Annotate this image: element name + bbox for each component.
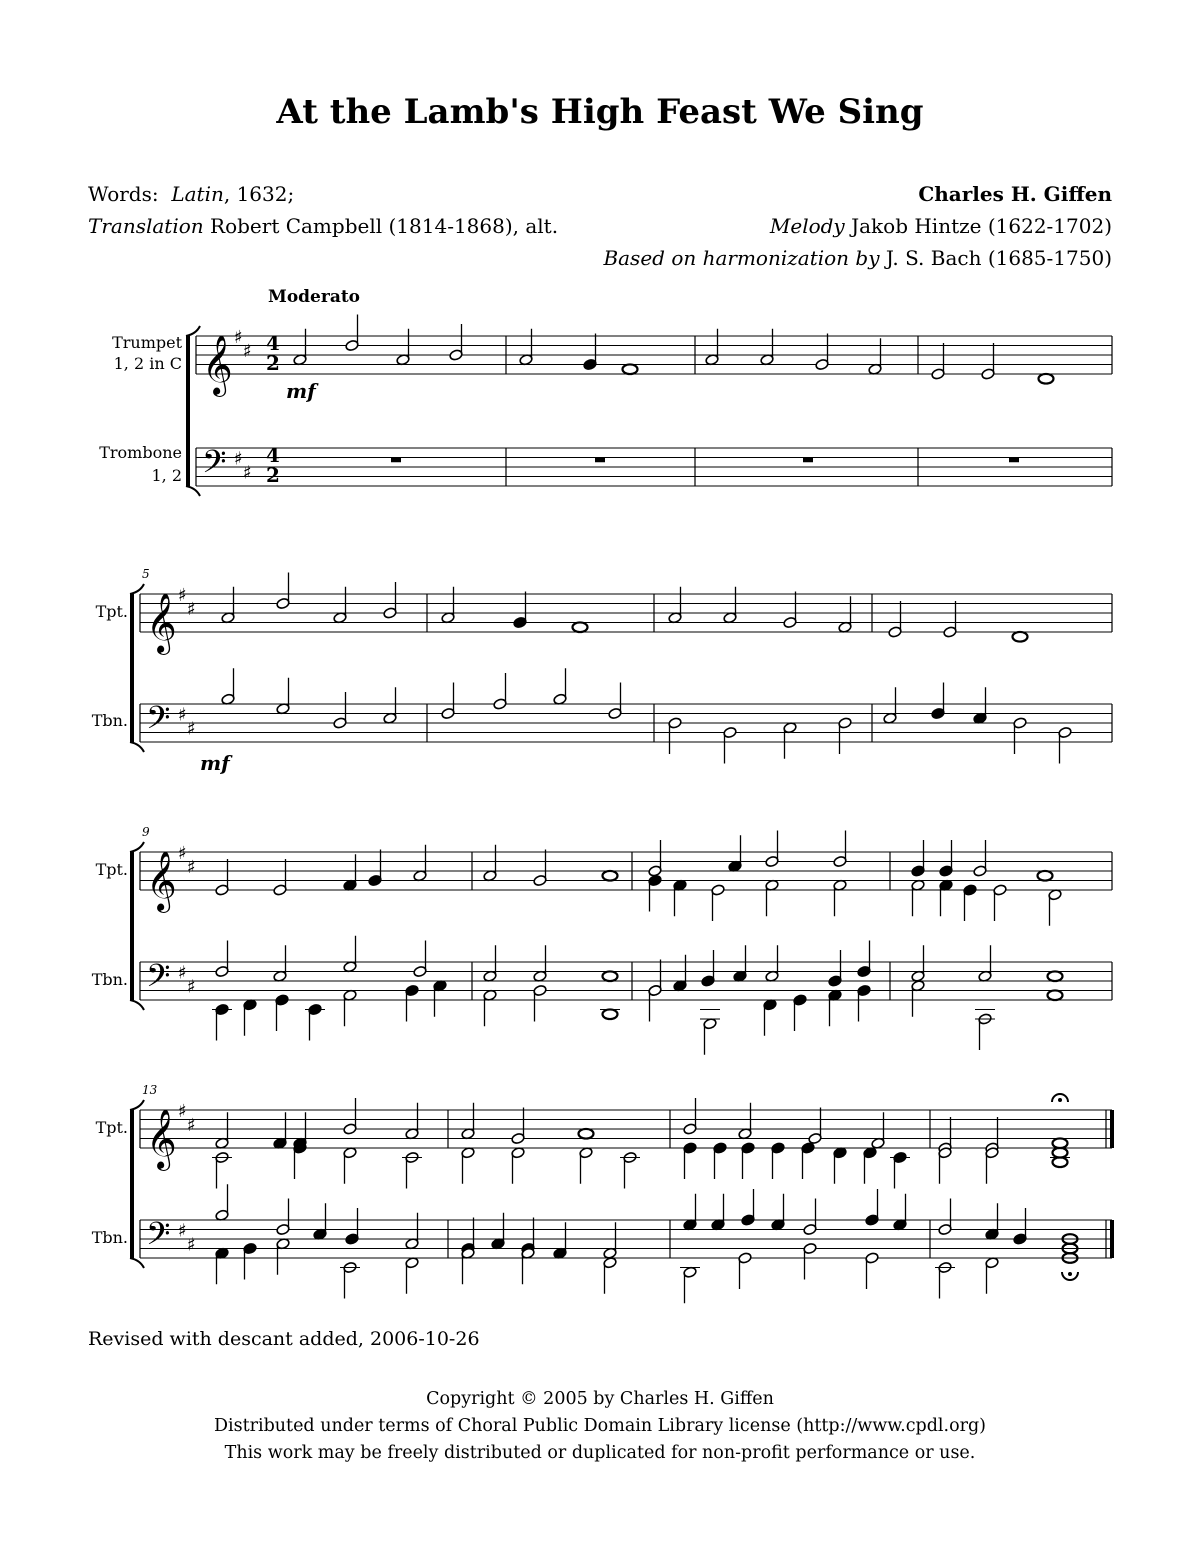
trombone-label-sub: 1, 2: [151, 466, 182, 485]
key-sharp: ♯: [243, 341, 252, 363]
arranger-name: Charles H. Giffen: [918, 182, 1112, 206]
key-sharp: ♯: [178, 1100, 187, 1122]
copyright-line: Copyright © 2005 by Charles H. Giffen: [426, 1389, 774, 1409]
revision-note: Revised with descant added, 2006-10-26: [88, 1328, 480, 1350]
note-whole: [623, 364, 638, 374]
system-bracket: [130, 742, 144, 752]
translation-label: Translation: [88, 214, 204, 238]
whole-rest: [803, 458, 813, 463]
key-sharp: ♯: [187, 718, 196, 740]
key-sharp: ♯: [178, 962, 187, 984]
bass-clef: 𝄢: [146, 957, 171, 1002]
trumpet-label-sub: 1, 2 in C: [113, 354, 182, 373]
note-whole: [1038, 871, 1053, 881]
words-source: Latin: [171, 182, 224, 206]
whole-rest: [391, 458, 401, 463]
measure-number: 5: [142, 567, 150, 581]
key-sharp: ♯: [178, 1220, 187, 1242]
note-whole: [1053, 1138, 1068, 1148]
words-label: Words:: [88, 182, 159, 206]
translation-value: Robert Campbell (1814-1868), alt.: [203, 214, 559, 238]
note-whole: [1053, 1157, 1068, 1167]
system-bracket: [186, 326, 200, 336]
treble-clef: 𝄞: [202, 335, 233, 395]
usage-line: This work may be freely distributed or duplicated for non-profit performance or use.: [224, 1443, 976, 1463]
trumpet-short-label: Tpt.: [95, 860, 128, 879]
key-sharp: ♯: [187, 1115, 196, 1137]
trombone-short-label: Tbn.: [91, 1228, 128, 1247]
system-bracket: [130, 1000, 144, 1010]
key-sharp: ♯: [234, 448, 243, 470]
melody-value: Jakob Hintze (1622-1702): [844, 214, 1112, 238]
note-whole: [603, 1009, 618, 1019]
melody-label: Melody: [769, 214, 845, 238]
page-title: At the Lamb's High Feast We Sing: [276, 92, 924, 132]
time-sig-bottom: 2: [266, 463, 280, 487]
note-whole: [573, 622, 588, 632]
license-line: Distributed under terms of Choral Public Domain Library license (http://www.cpdl.org): [213, 1416, 987, 1436]
trombone-short-label: Tbn.: [91, 970, 128, 989]
note-whole: [579, 1129, 594, 1139]
fermata: [1058, 1098, 1062, 1102]
key-sharp: ♯: [178, 584, 187, 606]
bass-clef: 𝄢: [146, 1215, 171, 1260]
treble-clef: 𝄞: [146, 593, 177, 653]
fermata: [1068, 1272, 1072, 1276]
time-sig-bottom: 2: [266, 351, 280, 375]
trombone-label: Trombone: [99, 443, 182, 462]
note-whole: [1013, 632, 1028, 642]
trombone-short-label: Tbn.: [91, 711, 128, 730]
note-whole: [1048, 971, 1063, 981]
measure-number: 13: [142, 1083, 158, 1097]
key-sharp: ♯: [187, 976, 196, 998]
whole-rest: [1009, 458, 1019, 463]
measure-number: 9: [142, 825, 150, 839]
note-whole: [603, 871, 618, 881]
key-sharp: ♯: [187, 1234, 196, 1256]
system-bracket: [130, 1100, 144, 1110]
time-sig-top: 4: [266, 443, 280, 467]
treble-clef: 𝄞: [146, 1109, 177, 1169]
harmonization-value: J. S. Bach (1685-1750): [879, 246, 1112, 270]
dynamic-mf: mf: [200, 751, 230, 775]
trumpet-short-label: Tpt.: [95, 1118, 128, 1137]
dynamic-mf: mf: [286, 379, 316, 403]
bass-clef: 𝄢: [146, 699, 171, 744]
harmonization-label: Based on harmonization by: [603, 246, 880, 270]
whole-rest: [595, 458, 605, 463]
system-bracket: [130, 842, 144, 852]
key-sharp: ♯: [178, 842, 187, 864]
note-whole: [603, 971, 618, 981]
copyright-block: [0, 1386, 1200, 1467]
system-bracket: [130, 584, 144, 594]
note-whole: [1048, 990, 1063, 1000]
system-bracket: [130, 1258, 144, 1268]
system-bracket: [186, 486, 200, 496]
key-sharp: ♯: [243, 462, 252, 484]
bass-clef: 𝄢: [202, 443, 227, 488]
key-sharp: ♯: [187, 599, 196, 621]
words-year: , 1632;: [223, 182, 295, 206]
note-whole: [1053, 1148, 1068, 1158]
treble-clef: 𝄞: [146, 851, 177, 911]
key-sharp: ♯: [187, 857, 196, 879]
tempo-marking: Moderato: [268, 287, 361, 307]
key-sharp: ♯: [178, 704, 187, 726]
key-sharp: ♯: [234, 326, 243, 348]
note-whole: [1039, 374, 1054, 384]
trumpet-short-label: Tpt.: [95, 602, 128, 621]
trumpet-label: Trumpet: [112, 333, 182, 352]
time-sig-top: 4: [266, 331, 280, 355]
